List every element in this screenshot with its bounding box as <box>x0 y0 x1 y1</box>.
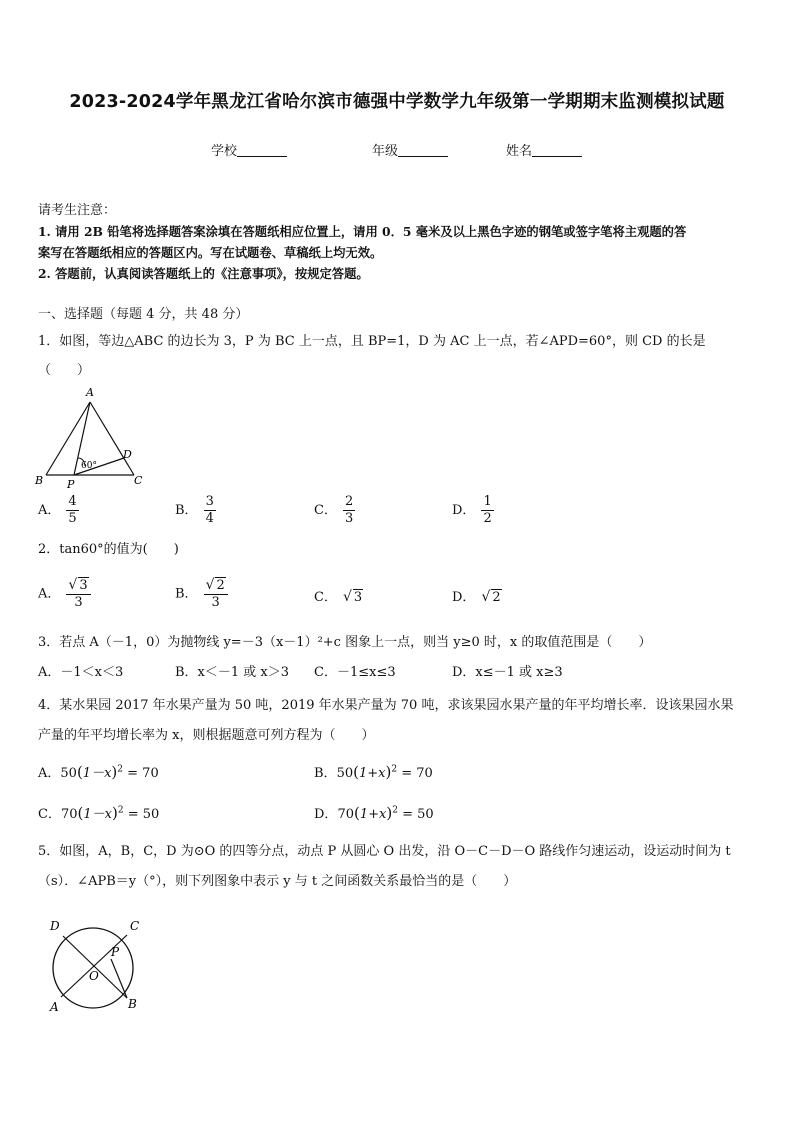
school-blank <box>237 142 287 157</box>
q3-option-a: A．－1＜x＜3 <box>38 665 124 680</box>
q1-label-c: C <box>134 474 143 487</box>
page-title: 2023-2024学年黑龙江省哈尔滨市德强中学数学九年级第一学期期末监测模拟试题 <box>69 92 725 112</box>
school-field <box>211 140 287 159</box>
name-field <box>506 140 582 159</box>
q5-stem-line-2: （s）．∠APB＝y（°），则下列图象中表示 y 与 t 之间函数关系最恰当的是（ ） <box>38 874 517 889</box>
q3-option-d: D．x≤－1 或 x≥3 <box>452 665 563 680</box>
q2-option-d: D． √ 2 <box>452 589 501 605</box>
q5-label-p: P <box>111 945 120 959</box>
q4-stem-line-1: 4．某水果园 2017 年水果产量为 50 吨，2019 年水果产量为 70 吨，求该果园水果产量的年平均增长率．设该果园水果 <box>38 698 734 713</box>
section-heading: 一、选择题（每题 4 分，共 48 分） <box>38 307 249 322</box>
notice-heading: 请考生注意： <box>38 203 117 218</box>
q1-option-a: A． $\frac{4}{5}$ <box>38 494 77 526</box>
q5-stem-line-1: 5．如图，A，B，C，D 为⊙O 的四等分点，动点 P 从圆心 O 出发，沿 O－C－D－O 路线作匀速运动，设运动时间为 t <box>38 844 731 859</box>
q5-label-d: D <box>50 919 60 933</box>
q1-answer-paren: （ ） <box>38 363 91 378</box>
q4-option-d: D．$70(1+x)^2 = 50$ <box>314 804 434 822</box>
q1-triangle-figure <box>34 386 154 490</box>
q2-option-c: C． √ 3 <box>314 589 363 605</box>
q2-option-b: B． $\frac{√ 2}{3}$ <box>175 577 228 611</box>
q5-label-c: C <box>130 919 140 933</box>
q4-stem-line-2: 产量的年平均增长率为 x，则根据题意可列方程为（ ） <box>38 728 375 743</box>
notice-line-3: 2. 答题前，认真阅读答题纸上的《注意事项》，按规定答题。 <box>38 266 369 281</box>
q3-option-b: B．x＜－1 或 x＞3 <box>175 665 290 680</box>
q2-stem: 2．tan60°的值为( ) <box>38 542 179 557</box>
grade-blank <box>398 142 448 157</box>
name-label: 姓名 <box>506 144 533 159</box>
q5-circle-figure <box>42 913 158 1017</box>
q1-label-p: P <box>67 478 75 490</box>
q1-option-c: C． $\frac{2}{3}$ <box>314 494 354 526</box>
q2-option-a: A． $\frac{√ 3}{3}$ <box>38 577 91 611</box>
q1-label-d: D <box>123 448 132 461</box>
q1-label-a: A <box>86 386 94 399</box>
q4-option-b: B．$50(1+x)^2 = 70$ <box>314 763 433 781</box>
name-blank <box>532 142 582 157</box>
q1-option-b: B． $\frac{3}{4}$ <box>175 494 214 526</box>
school-label: 学校 <box>211 144 238 159</box>
notice-line-1: 1. 请用 2B 铅笔将选择题答案涂填在答题纸相应位置上，请用 0．5 毫米及以上黑色字迹的钢笔或签字笔将主观题的答 <box>38 224 687 239</box>
q5-label-b: B <box>128 997 137 1011</box>
grade-label: 年级 <box>372 144 399 159</box>
notice-line-2: 案写在答题纸相应的答题区内。写在试题卷、草稿纸上均无效。 <box>38 245 383 260</box>
grade-field <box>372 140 448 159</box>
q1-angle-label: 60° <box>81 461 97 471</box>
q5-label-o: O <box>89 969 99 983</box>
q3-stem: 3．若点 A（－1，0）为抛物线 y=－3（x－1）²+c 图象上一点，则当 y≥0 时，x 的取值范围是（ ） <box>38 635 652 650</box>
q4-option-a: A．$50(1-x)^2 = 70$ <box>38 763 159 781</box>
q1-option-d: D． $\frac{1}{2}$ <box>452 494 492 526</box>
q1-stem: 1．如图，等边△ABC 的边长为 3，P 为 BC 上一点，且 BP=1，D 为 AC 上一点，若∠APD=60°，则 CD 的长是 <box>38 334 706 349</box>
q4-option-c: C．$70(1-x)^2 = 50$ <box>38 804 160 822</box>
q5-label-a: A <box>50 1000 59 1014</box>
q3-option-c: C．－1≤x≤3 <box>314 665 396 680</box>
q1-label-b: B <box>35 474 44 487</box>
